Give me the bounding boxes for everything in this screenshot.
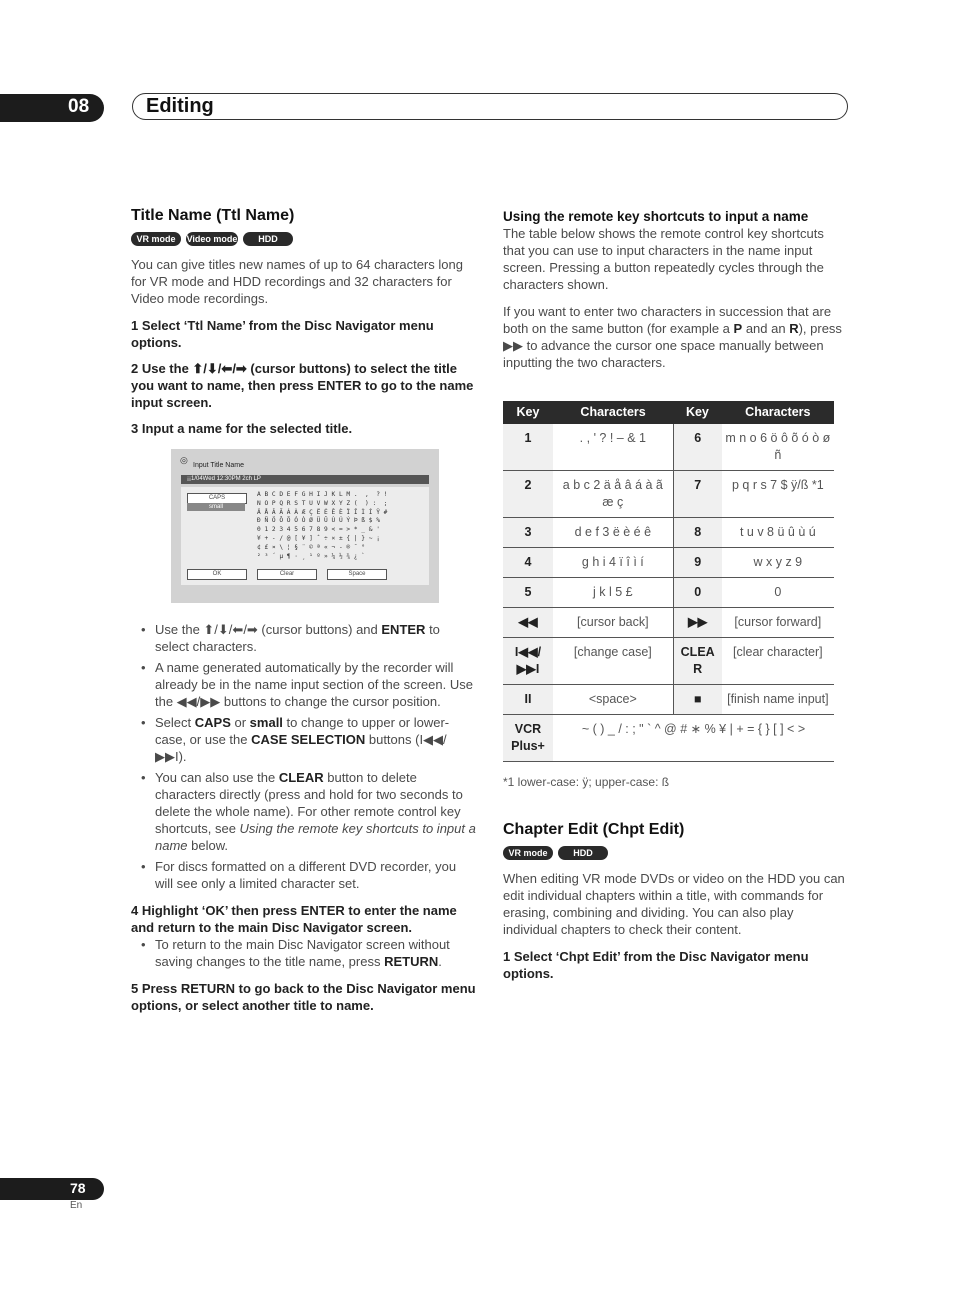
characters-cell: [cursor back]: [553, 608, 673, 638]
characters-cell: a b c 2 ä å â á à ã æ ç: [553, 471, 673, 518]
key-cell: 6: [673, 424, 722, 471]
section-title-ttl-name: Title Name (Ttl Name): [131, 207, 295, 224]
screen-title: Input Title Name: [193, 462, 244, 469]
ok-button[interactable]: OK: [187, 569, 247, 580]
clear-button[interactable]: Clear: [257, 569, 317, 580]
badge-vr-mode: VR mode: [503, 846, 553, 860]
mode-badges: [503, 846, 849, 860]
header-characters: Characters: [553, 401, 673, 424]
chapter-number: 08: [68, 96, 90, 117]
remote-shortcuts-paragraph: The table below shows the remote control key shortcuts that you can use to input characters in the name input screen. Pressing a button repeatedly cycles through the characters shown.: [503, 226, 824, 292]
key-cell: 7: [673, 471, 722, 518]
table-row: [503, 638, 834, 685]
characters-cell: p q r s 7 $ ÿ/ß *1: [722, 471, 834, 518]
disc-icon: ◎: [180, 455, 188, 465]
screen-status-bar: ¡¡1/04Wed 12:30PM 2ch LP: [181, 475, 429, 484]
instruction-bullets: [131, 621, 477, 892]
list-item: • Select CAPS or small to change to upper or lower-case, or use the CASE SELECTION buttons (I◀◀/▶▶I).: [131, 714, 477, 765]
chapter-title: Editing: [146, 95, 214, 117]
key-cell: I◀◀/ ▶▶I: [503, 638, 553, 685]
key-cell: ◀◀: [503, 608, 553, 638]
table-row: [503, 685, 834, 715]
list-item: • Use the ⬆/⬇/⬅/➡ (cursor buttons) and ENTER to select characters.: [131, 621, 477, 655]
header-key: Key: [503, 401, 553, 424]
step-4: 4 Highlight ‘OK’ then press ENTER to enter the name and return to the main Disc Navigator screen.: [131, 903, 457, 935]
characters-cell: [finish name input]: [722, 685, 834, 715]
character-panel: [181, 487, 429, 585]
step-3: 3 Input a name for the selected title.: [131, 421, 353, 436]
key-cell: ▶▶: [673, 608, 722, 638]
key-cell: 9: [673, 548, 722, 578]
space-button[interactable]: Space: [327, 569, 387, 580]
left-column: [131, 207, 477, 1023]
two-characters-paragraph: If you want to enter two characters in succession that are both on the same button (for example a P and an R), press ▶▶ to advance the cursor one space manually between inputting the two characters.: [503, 304, 842, 370]
characters-cell: j k l 5 £: [553, 578, 673, 608]
section-title-chpt-edit: Chapter Edit (Chpt Edit): [503, 821, 685, 838]
small-option[interactable]: small: [187, 503, 245, 511]
step-1: 1 Select ‘Ttl Name’ from the Disc Navigator menu options.: [131, 318, 434, 350]
table-row: [503, 715, 834, 762]
characters-cell: [clear character]: [722, 638, 834, 685]
mode-badges: [131, 232, 477, 246]
key-cell: 4: [503, 548, 553, 578]
key-cell: 1: [503, 424, 553, 471]
characters-cell: t u v 8 ü û ù ú: [722, 518, 834, 548]
characters-cell: g h i 4 ï î ì í: [553, 548, 673, 578]
badge-video-mode: Video mode: [186, 234, 238, 244]
key-cell: ■: [673, 685, 722, 715]
right-column: [503, 208, 849, 991]
badge-vr-mode: VR mode: [131, 232, 181, 246]
key-vcr-plus: VCR Plus+: [503, 715, 553, 762]
list-item: • To return to the main Disc Navigator screen without saving changes to the title name, press RETURN.: [131, 936, 477, 970]
characters-cell: [change case]: [553, 638, 673, 685]
character-grid[interactable]: A B C D E F G H I J K L M . , ? ! N O P Q R S T U V W X Y Z ( ) : ; Ä Å Â Ã Á À Æ Ç Ë É Ê È Ï Î Ì Í Ÿ # Ð Ñ Ö Ô Õ Ó Ò Ø Ü Û Ù Ú Ý Þ ß $ % 0 1 2 3 4 5 6 7 8 9 < = > * _ & ' ¥ + - / @ [ ¥ ] ˆ ÷ × ± { | } ~ ¡ ¢ £ ¤ \ ¦ § ¨ © ª « ¬ - ® ¯ ° ² ³ ´ µ ¶ · ¸ ¹ º » ¼ ½ ¾ ¿ `: [257, 491, 388, 560]
page-tab: [0, 1178, 104, 1200]
table-row: [503, 548, 834, 578]
chapter-title-bar: [132, 93, 848, 120]
characters-cell: 0: [722, 578, 834, 608]
key-cell: CLEA R: [673, 638, 722, 685]
header-key: Key: [673, 401, 722, 424]
page-number: 78: [70, 1180, 86, 1196]
list-item: • You can also use the CLEAR button to delete characters directly (press and hold for two seconds to delete the whole name). For other remote control key shortcuts, see Using the remote key shortcuts to input a name below.: [131, 769, 477, 854]
table-row: [503, 424, 834, 471]
table-row: [503, 471, 834, 518]
table-row: [503, 578, 834, 608]
key-shortcuts-table: [503, 401, 834, 762]
step-2: 2 Use the ⬆/⬇/⬅/➡ (cursor buttons) to select the title you want to name, then press ENTER to go to the name input screen.: [131, 361, 474, 410]
key-cell: II: [503, 685, 553, 715]
characters-cell: w x y z 9: [722, 548, 834, 578]
footnote: *1 lower-case: ÿ; upper-case: ß: [503, 775, 670, 789]
key-cell: 0: [673, 578, 722, 608]
caps-option[interactable]: CAPS: [187, 493, 247, 504]
list-item: • A name generated automatically by the recorder will already be in the name input section of the screen. Use the ◀◀/▶▶ buttons to change the cursor position.: [131, 659, 477, 710]
characters-cell: <space>: [553, 685, 673, 715]
table-row: [503, 608, 834, 638]
characters-cell: m n o 6 ö ô õ ó ò ø ñ: [722, 424, 834, 471]
characters-cell: d e f 3 ë è é ê: [553, 518, 673, 548]
table-row: [503, 518, 834, 548]
badge-hdd: HDD: [243, 232, 293, 246]
chpt-step-1: 1 Select ‘Chpt Edit’ from the Disc Navigator menu options.: [503, 949, 809, 981]
chapter-edit-paragraph: When editing VR mode DVDs or video on the HDD you can edit individual chapters within a title, with commands for erasing, combining and dividing. You can also play individual chapters to check their content.: [503, 871, 845, 937]
badge-hdd: HDD: [558, 846, 608, 860]
step-5: 5 Press RETURN to go back to the Disc Navigator menu options, or select another title to name.: [131, 981, 476, 1013]
table-header-row: [503, 401, 834, 424]
page-language: En: [70, 1200, 83, 1211]
input-title-name-screen: [171, 449, 439, 603]
key-cell: 8: [673, 518, 722, 548]
key-cell: 3: [503, 518, 553, 548]
subsection-title-remote-shortcuts: Using the remote key shortcuts to input a name: [503, 209, 809, 224]
header-characters: Characters: [722, 401, 834, 424]
characters-cell: . , ' ? ! – & 1: [553, 424, 673, 471]
key-cell: 5: [503, 578, 553, 608]
vcr-plus-characters: ~ ( ) _ / : ; " ` ^ @ # ∗ % ¥ | + = { } [ ] < >: [553, 715, 834, 762]
list-item: • For discs formatted on a different DVD recorder, you will see only a limited character set.: [131, 858, 477, 892]
intro-paragraph: You can give titles new names of up to 64 characters long for VR mode and HDD recordings and 32 characters for Video mode recordings.: [131, 257, 463, 306]
step-4-bullets: [131, 936, 477, 970]
key-cell: 2: [503, 471, 553, 518]
characters-cell: [cursor forward]: [722, 608, 834, 638]
